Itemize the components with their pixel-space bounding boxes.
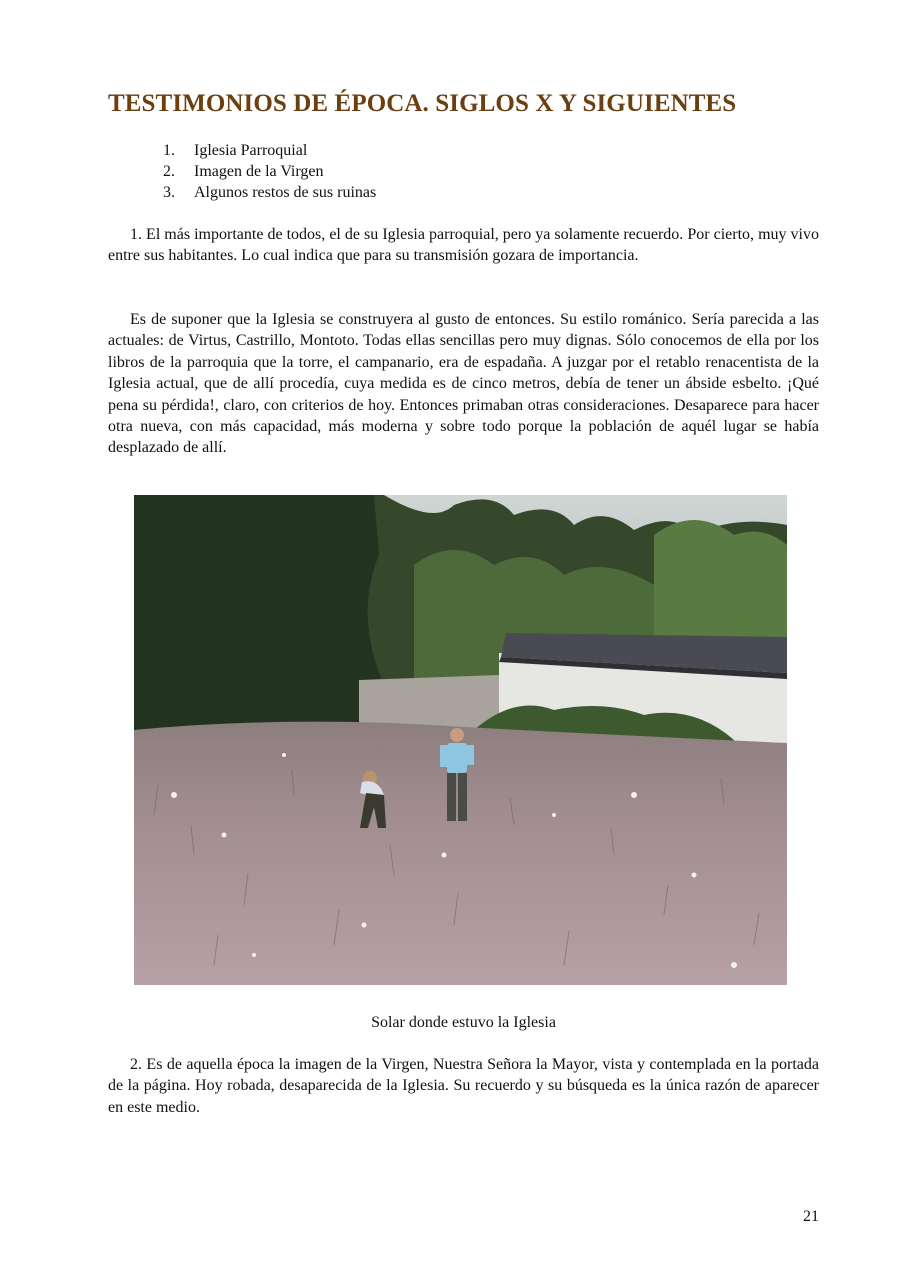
paragraph-virgin-image: 2. Es de aquella época la imagen de la Virgen, Nuestra Señora la Mayor, vista y contemplada en la portada de la página. Hoy robada, desaparecida de la Iglesia. Su recuerdo y su búsqueda es la única razón de aparecer en este medio.: [108, 1056, 819, 1116]
paragraph-romanesque-style: Es de suponer que la Iglesia se construyera al gusto de entonces. Su estilo románico. Sería parecida a las actuales: de Virtus, Castrillo, Montoto. Todas ellas sencillas pero muy dignas. Sólo conocemos de ella por los libros de la parroquia que la torre, el campanario, era de espadaña. A juzgar por el retablo renacentista de la Iglesia actual, que de allí procedía, cuya medida es de cinco metros, debía de tener un ábside esbelto. ¡Qué pena su pérdida!, claro, con criterios de hoy. Entonces primaban otras consideraciones. Desaparece para hacer otra nueva, con más capacidad, más moderna y sobre todo porque la población de aquél lugar se había desplazado de allí.: [108, 311, 819, 457]
page-number: 21: [803, 1208, 819, 1225]
list-item: [163, 182, 376, 203]
list-item-label: Iglesia Parroquial: [194, 142, 308, 159]
church-site-photo: [134, 495, 787, 985]
tree-right: [654, 520, 787, 645]
dark-tree: [134, 495, 384, 755]
list-item-number: 1.: [163, 142, 175, 159]
list-item: [163, 161, 376, 182]
paragraph-church: 1. El más importante de todos, el de su Iglesia parroquial, pero ya solamente recuerdo. Por cierto, muy vivo entre sus habitantes. Lo cual indica que para su transmisión gozara de importancia.: [108, 226, 819, 265]
list-item-number: 2.: [163, 163, 175, 180]
photo-drawing: [134, 495, 787, 985]
list-item: [163, 140, 376, 161]
list-item-number: 3.: [163, 184, 175, 201]
list-item-label: Algunos restos de sus ruinas: [194, 184, 377, 201]
list-item-label: Imagen de la Virgen: [194, 163, 324, 180]
photo-caption: Solar donde estuvo la Iglesia: [371, 1014, 556, 1031]
contents-list: [163, 140, 376, 203]
page-title: TESTIMONIOS DE ÉPOCA. SIGLOS X Y SIGUIENTES: [108, 90, 737, 117]
